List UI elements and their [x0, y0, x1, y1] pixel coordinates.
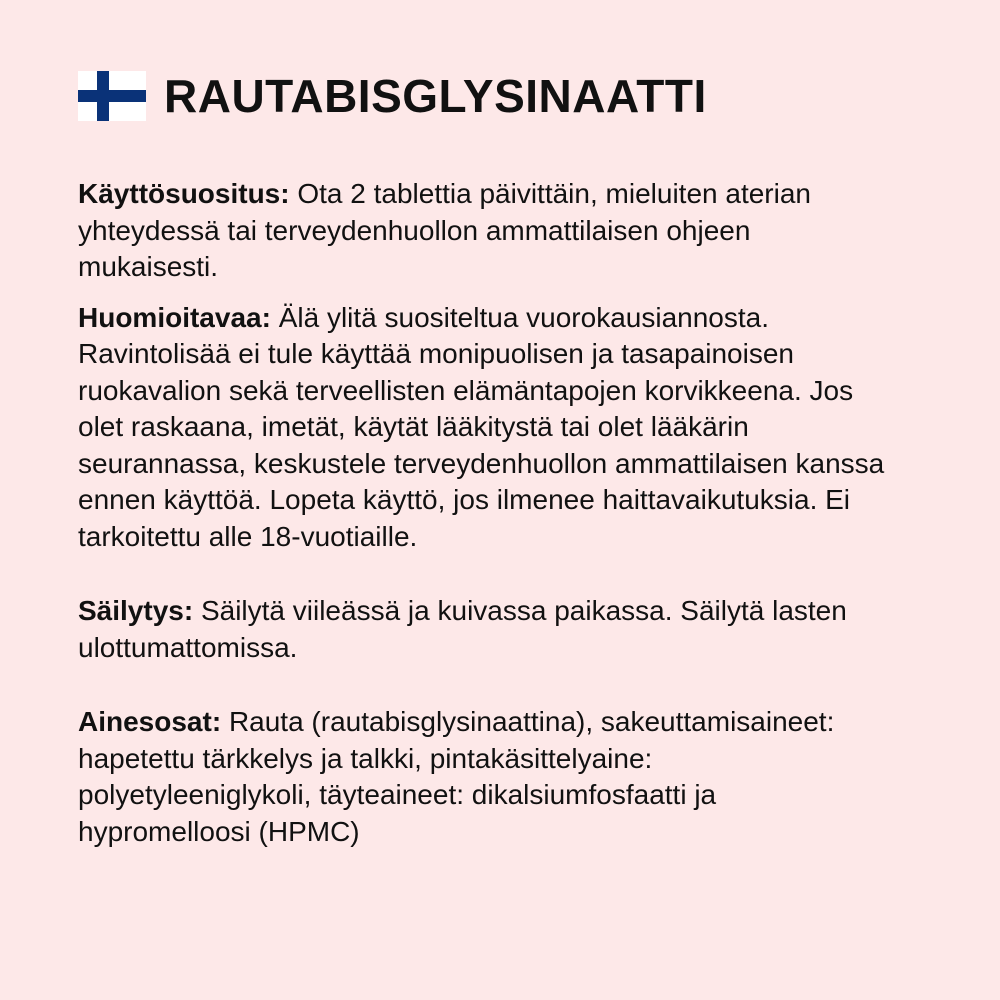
- usage-section: [78, 176, 930, 286]
- storage-text: Säilytä viileässä ja kuivassa paikassa. Säilytä lasten ulottumattomissa.: [78, 595, 847, 663]
- ingredients-text: Rauta (rautabisglysinaattina), sakeuttamisaineet: hapetettu tärkkelys ja talkki, pintakäsittelyaine: polyetyleeniglykoli, täyteaineet: dikalsiumfosfaatti ja hypromelloosi (HPMC): [78, 706, 835, 847]
- flag-cross-horizontal: [78, 90, 146, 102]
- warnings-section: [78, 300, 930, 556]
- warnings-text: Älä ylitä suositeltua vuorokausiannosta. Ravintolisää ei tule käyttää monipuolisen ja tasapainoisen ruokavalion sekä terveellisten elämäntapojen korvikkeena. Jos olet raskaana, imetät, käytät lääkitystä tai olet lääkärin seurannassa, keskustele terveydenhuollon ammattilaisen kanssa ennen käyttöä. Lopeta käyttö, jos ilmenee haittavaikutuksia. Ei tarkoitettu alle 18-vuotiaille.: [78, 301, 885, 552]
- header: [78, 68, 930, 124]
- ingredients-label: Ainesosat:: [78, 706, 229, 737]
- usage-label: Käyttösuositus:: [78, 178, 298, 209]
- finland-flag-icon: [78, 71, 146, 121]
- usage-text: Ota 2 tablettia päivittäin, mieluiten aterian yhteydessä tai terveydenhuollon ammattilaisen ohjeen mukaisesti.: [78, 178, 811, 282]
- warnings-label: Huomioitavaa:: [78, 301, 279, 333]
- page-title: RAUTABISGLYSINAATTI: [164, 70, 707, 122]
- storage-label: Säilytys:: [78, 595, 201, 626]
- ingredients-section: [78, 704, 930, 850]
- storage-section: [78, 593, 930, 666]
